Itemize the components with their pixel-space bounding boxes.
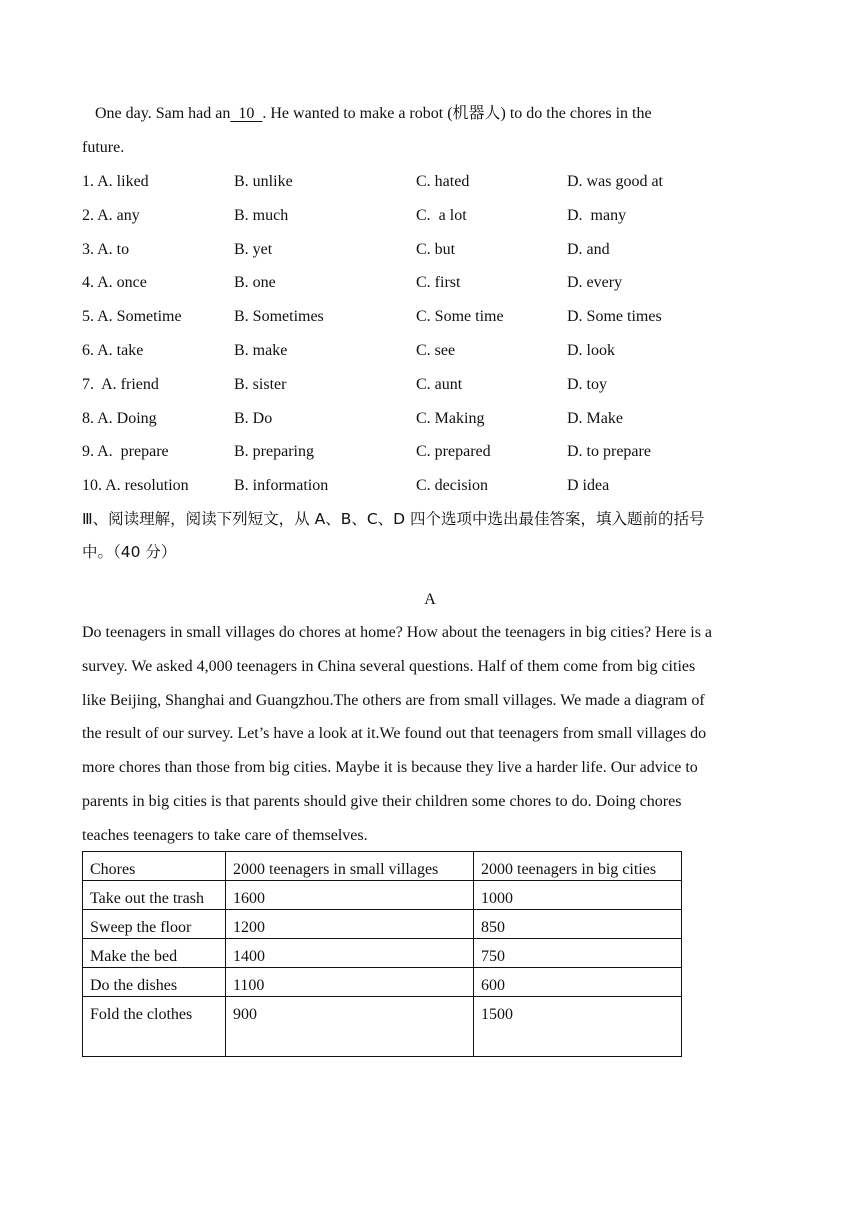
table-cell: 1500 bbox=[474, 997, 682, 1057]
option-c: C. decision bbox=[416, 477, 488, 495]
passage-line: teaches teenagers to take care of themselves. bbox=[82, 826, 368, 844]
intro-prefix: One day. Sam had an bbox=[95, 105, 231, 122]
option-d: D. was good at bbox=[567, 173, 663, 190]
question-option-row bbox=[82, 240, 782, 260]
table-row bbox=[83, 968, 682, 997]
table-cell: 750 bbox=[474, 939, 682, 968]
option-b: B. one bbox=[234, 274, 276, 292]
option-d: D. Make bbox=[567, 409, 623, 427]
option-c: C. see bbox=[416, 342, 456, 359]
option-a: 4. A. once bbox=[82, 274, 147, 292]
option-c: C. prepared bbox=[416, 443, 491, 461]
option-c: C. hated bbox=[416, 173, 470, 190]
passage-body bbox=[82, 623, 782, 860]
question-option-row bbox=[82, 307, 782, 327]
section-3-heading-line-2: 中。（40 分） bbox=[82, 543, 177, 561]
option-a: 7. A. friend bbox=[82, 375, 159, 393]
question-option-row bbox=[82, 273, 782, 293]
question-option-row bbox=[82, 206, 782, 226]
option-a: 9. A. prepare bbox=[82, 443, 169, 461]
intro-line-1 bbox=[95, 104, 652, 124]
passage-line: more chores than those from big cities. Maybe it is because they live a harder life. Our advice to bbox=[82, 759, 698, 777]
option-d: D. and bbox=[567, 240, 610, 258]
option-a: 2. A. any bbox=[82, 206, 140, 224]
table-row bbox=[83, 997, 682, 1057]
table-cell: Sweep the floor bbox=[83, 910, 226, 939]
option-a: 10. A. resolution bbox=[82, 477, 189, 495]
option-c: C. Making bbox=[416, 409, 485, 427]
passage-line: parents in big cities is that parents should give their children some chores to do. Doing chores bbox=[82, 792, 682, 810]
option-b: B. Do bbox=[234, 409, 273, 427]
option-a: 1. A. liked bbox=[82, 173, 149, 190]
table-cell: Fold the clothes bbox=[83, 997, 226, 1057]
option-d: D. many bbox=[567, 206, 627, 224]
table-cell: 1200 bbox=[226, 910, 474, 939]
passage-line: like Beijing, Shanghai and Guangzhou.The others are from small villages. We made a diagram of bbox=[82, 691, 705, 709]
option-c: C. first bbox=[416, 274, 461, 292]
section-3-heading-line-1: Ⅲ、阅读理解，阅读下列短文，从 A、B、C、D 四个选项中选出最佳答案，填入题前的括号 bbox=[82, 510, 705, 528]
option-c: C. Some time bbox=[416, 308, 504, 326]
table-row bbox=[83, 881, 682, 910]
option-d: D. toy bbox=[567, 375, 607, 393]
intro-suffix: . He wanted to make a robot (机器人) to do the chores in the bbox=[262, 105, 652, 122]
table-cell: 850 bbox=[474, 910, 682, 939]
survey-table bbox=[82, 851, 682, 1057]
table-cell: 600 bbox=[474, 968, 682, 997]
option-c: C. a lot bbox=[416, 206, 467, 224]
question-option-row bbox=[82, 409, 782, 429]
table-cell: Do the dishes bbox=[83, 968, 226, 997]
table-row bbox=[83, 910, 682, 939]
table-header-row bbox=[83, 852, 682, 881]
option-b: B. much bbox=[234, 206, 289, 224]
option-d: D. look bbox=[567, 342, 615, 359]
table-cell: Take out the trash bbox=[83, 881, 226, 910]
table-header-cell: Chores bbox=[83, 852, 226, 881]
table-cell: 1000 bbox=[474, 881, 682, 910]
option-b: B. Sometimes bbox=[234, 308, 324, 326]
passage-title: A bbox=[424, 591, 436, 608]
question-option-row bbox=[82, 341, 782, 361]
option-b: B. unlike bbox=[234, 173, 293, 190]
option-b: B. preparing bbox=[234, 443, 314, 461]
answer-blank-10: 10 bbox=[230, 105, 263, 122]
option-a: 3. A. to bbox=[82, 240, 130, 258]
table-cell: 900 bbox=[226, 997, 474, 1057]
option-d: D. Some times bbox=[567, 308, 662, 326]
passage-line: survey. We asked 4,000 teenagers in China several questions. Half of them come from big cities bbox=[82, 657, 696, 675]
table-cell: 1600 bbox=[226, 881, 474, 910]
intro-line-2: future. bbox=[82, 139, 125, 156]
table-cell: 1100 bbox=[226, 968, 474, 997]
option-d: D. every bbox=[567, 274, 623, 292]
table-header-cell: 2000 teenagers in small villages bbox=[226, 852, 474, 881]
option-b: B. information bbox=[234, 477, 329, 495]
table-header-cell: 2000 teenagers in big cities bbox=[474, 852, 682, 881]
option-d: D idea bbox=[567, 477, 610, 495]
passage-line: Do teenagers in small villages do chores at home? How about the teenagers in big cities? Here is a bbox=[82, 624, 713, 641]
option-d: D. to prepare bbox=[567, 443, 651, 461]
option-a: 8. A. Doing bbox=[82, 409, 157, 427]
option-b: B. make bbox=[234, 342, 288, 359]
option-a: 5. A. Sometime bbox=[82, 308, 182, 326]
passage-line: the result of our survey. Let’s have a look at it.We found out that teenagers from small villages do bbox=[82, 725, 707, 743]
question-option-row bbox=[82, 476, 782, 496]
question-option-row bbox=[82, 375, 782, 395]
option-c: C. aunt bbox=[416, 375, 463, 393]
option-c: C. but bbox=[416, 240, 456, 258]
question-option-row bbox=[82, 442, 782, 462]
table-cell: 1400 bbox=[226, 939, 474, 968]
table-row bbox=[83, 939, 682, 968]
table-cell: Make the bed bbox=[83, 939, 226, 968]
option-b: B. sister bbox=[234, 375, 287, 393]
question-option-row bbox=[82, 172, 782, 192]
option-b: B. yet bbox=[234, 240, 273, 258]
option-a: 6. A. take bbox=[82, 342, 144, 359]
